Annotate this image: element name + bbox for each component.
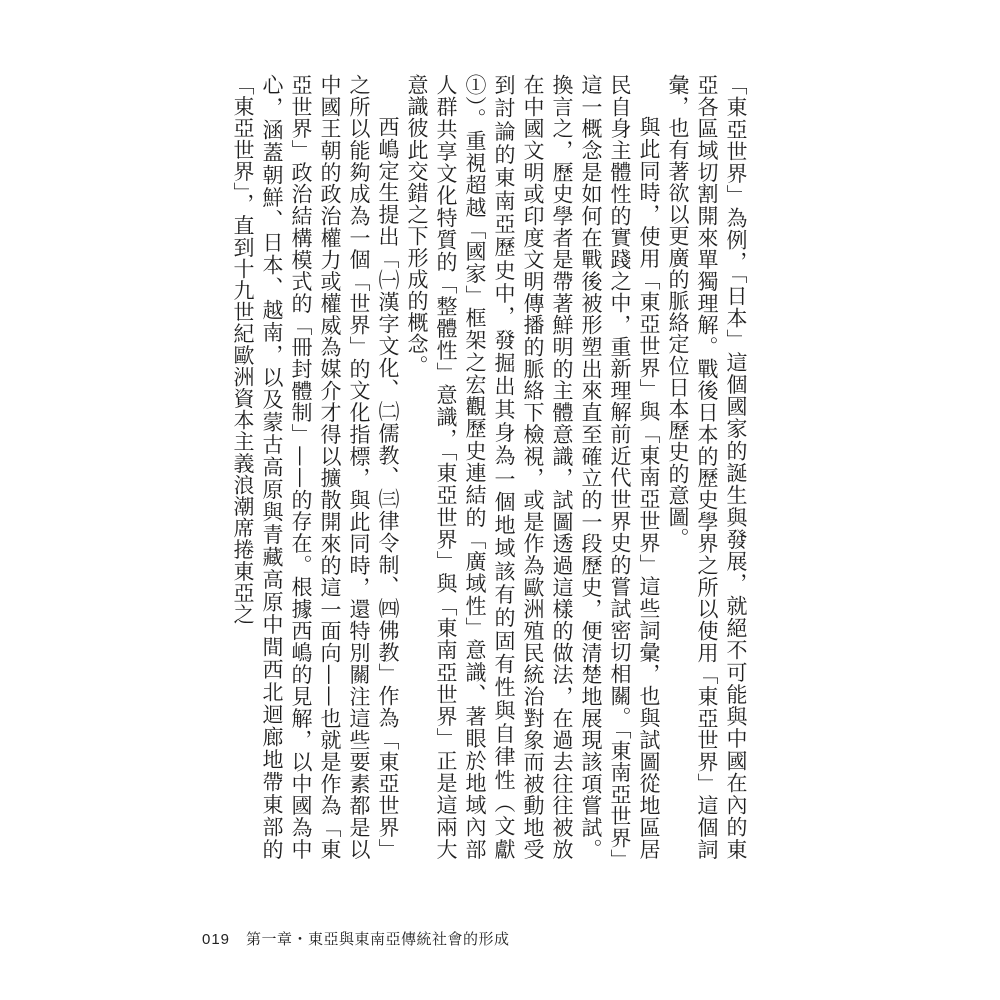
paragraph-1: 「東亞世界」為例，「日本」這個國家的誕生與發展，就絕不可能與中國在內的東亞各區域切割開來單獨理解。戰後日本的歷史學界之所以使用「東亞世界」這個詞彙，也有著欲以更廣的脈絡定位日本歷史的意圖。 <box>666 74 748 860</box>
page-number: 019 <box>202 931 231 948</box>
vertical-text-body <box>228 74 750 860</box>
paragraph-3: 西嶋定生提出「㈠漢字文化、㈡儒教、㈢律令制、㈣佛教」作為「東亞世界」之所以能夠成為一個「世界」的文化指標，與此同時，還特別關注這些要素都是以中國王朝的政治權力或權威為媒介才得以擴散開來的這一面向——也就是作為「東亞世界」政治結構模式的「冊封體制」——的存在。根據西嶋的見解，以中國為中心，涵蓋朝鮮、日本、越南，以及蒙古高原與青藏高原中間西北迴廊地帶東部的「東亞世界」，直到十九世紀歐洲資本主義浪潮席捲東亞之 <box>231 74 400 860</box>
running-head: 第一章・東亞與東南亞傳統社會的形成 <box>246 930 510 948</box>
page-footer <box>202 928 510 949</box>
paragraph-2: 與此同時，使用「東亞世界」與「東南亞世界」這些詞彙，也與試圖從地區居民自身主體性的實踐之中，重新理解前近代世界史的嘗試密切相關。「東南亞世界」這一概念是如何在戰後被形塑出來直至確立的一段歷史，便清楚地展現該項嘗試。換言之，歷史學者是帶著鮮明的主體意識，試圖透過這樣的做法，在過去往往被放在中國文明或印度文明傳播的脈絡下檢視，或是作為歐洲殖民統治對象而被動地受到討論的東南亞歷史中，發掘出其身為一個地域該有的固有性與自律性（文獻①）。重視超越「國家」框架之宏觀歷史連結的「廣域性」意識、著眼於地域內部人群共享文化特質的「整體性」意識，「東亞世界」與「東南亞世界」正是這兩大意識彼此交錯之下形成的概念。 <box>405 74 661 860</box>
